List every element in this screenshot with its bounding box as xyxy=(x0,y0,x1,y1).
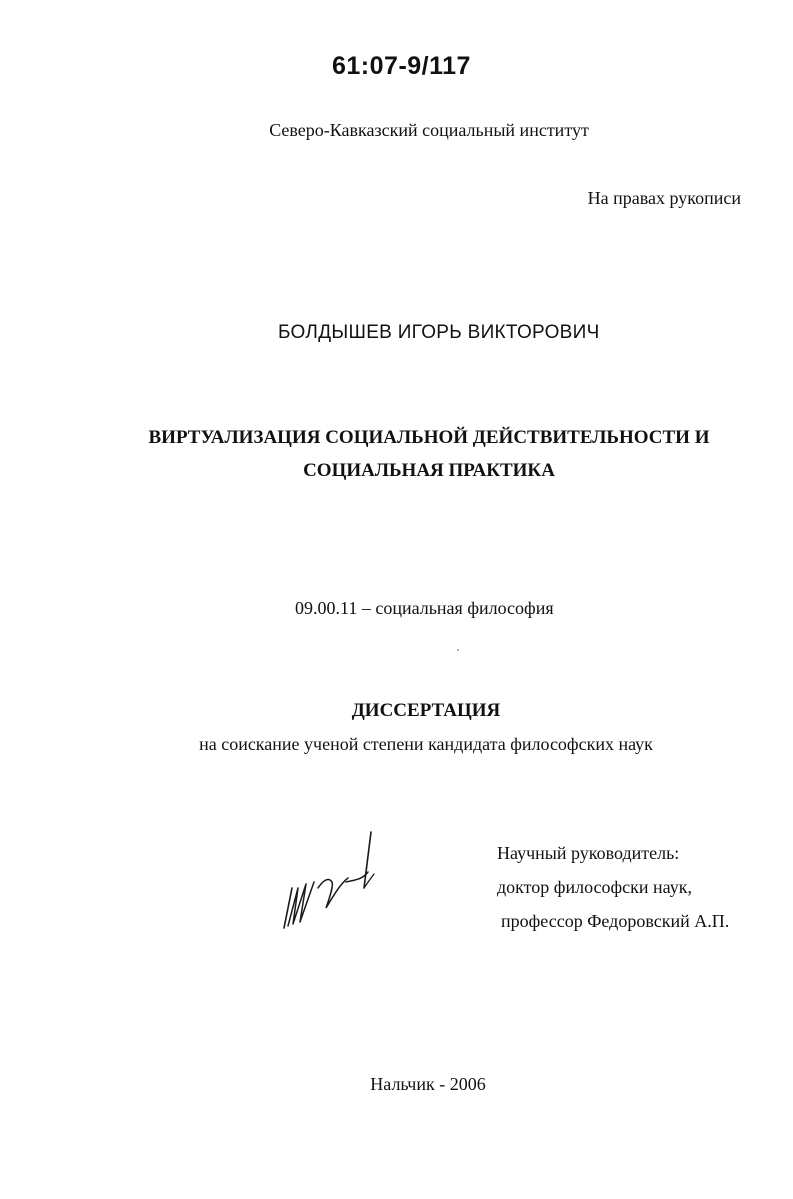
supervisor-degree: доктор философски наук, xyxy=(497,877,692,897)
handwritten-signature xyxy=(278,826,388,936)
document-type: ДИССЕРТАЦИЯ xyxy=(351,700,501,721)
catalog-number: 61:07-9/117 xyxy=(332,52,471,80)
speck-mark xyxy=(457,649,459,651)
institute-name: Северо-Кавказский социальный институт xyxy=(269,120,589,140)
degree-description: на соискание ученой степени кандидата философских наук xyxy=(199,734,653,754)
thesis-title-line-1: ВИРТУАЛИЗАЦИЯ СОЦИАЛЬНОЙ ДЕЙСТВИТЕЛЬНОСТИ И xyxy=(148,427,710,448)
specialty-code: 09.00.11 – социальная философия xyxy=(295,598,554,618)
place-and-year: Нальчик - 2006 xyxy=(370,1074,486,1094)
supervisor-block xyxy=(497,836,729,938)
rights-notice: На правах рукописи xyxy=(587,188,741,208)
supervisor-label: Научный руководитель: xyxy=(497,843,680,863)
supervisor-name: профессор Федоровский А.П. xyxy=(501,911,730,931)
author-name: БОЛДЫШЕВ ИГОРЬ ВИКТОРОВИЧ xyxy=(278,322,600,343)
thesis-title-line-2: СОЦИАЛЬНАЯ ПРАКТИКА xyxy=(303,460,555,481)
